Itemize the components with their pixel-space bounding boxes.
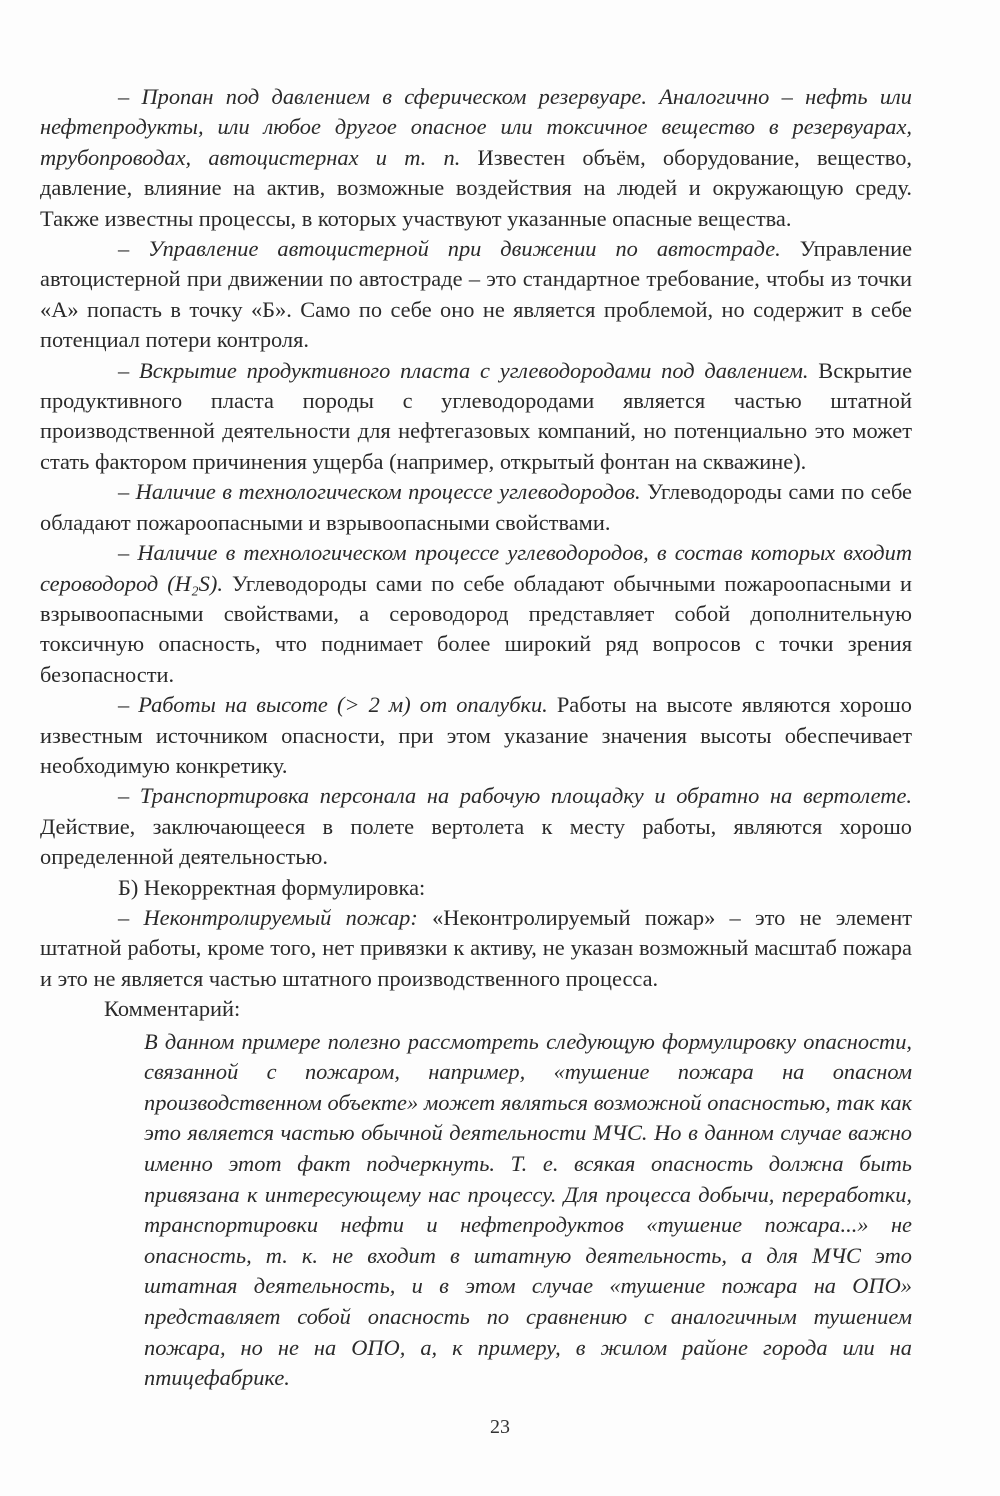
paragraph-lead: – Вскрытие продуктивного пласта с углеводородами под давлением.	[118, 357, 809, 383]
section-b-heading: Б) Некорректная формулировка:	[118, 874, 426, 900]
body-text	[40, 82, 912, 1394]
paragraph-tanker	[40, 234, 912, 356]
paragraph-lead: – Работы на высоте (> 2 м) от опалубки.	[118, 692, 548, 718]
paragraph-body: Работы на высоте являются хорошо известным источником опасности, при этом указание значения высоты обеспечивает необходимую конкретику.	[40, 692, 912, 778]
comment-text: В данном примере полезно рассмотреть следующую формулировку опасности, связанной с пожаром, например, «тушение пожара на опасном производственном объекте» может являться возможной опасностью, так как это является частью обычной деятельности МЧС. Но в данном случае важно именно этот факт подчеркнуть. Т. е. всякая опасность должна быть привязана к интересующему нас процессу. Для процесса добычи, переработки, транспортировки нефти и нефтепродуктов «тушение пожара...» не опасность, т. к. не входит в штатную деятельность, а для МЧС это штатная деятельность, и в этом случае «тушение пожара на ОПО» представляет собой опасность по сравнению с аналогичным тушением пожара, но не на ОПО, а, к примеру, в жилом районе города или на птицефабрике.	[144, 1028, 912, 1391]
paragraph-lead: – Транспортировка персонала на рабочую площадку и обратно на вертолете.	[118, 783, 912, 809]
comment-label: Комментарий:	[104, 996, 241, 1022]
paragraph-uncontrolled-fire	[40, 903, 912, 994]
paragraph-body: Углеводороды сами по себе обладают пожароопасными и взрывоопасными свойствами.	[40, 479, 912, 535]
paragraph-h2s	[40, 538, 912, 690]
paragraph-body: Управление автоцистерной при движении по автостраде – это стандартное требование, чтобы из точки «А» попасть в точку «Б». Само по себе оно не является проблемой, но содержит в себе потенциал потери контроля.	[40, 236, 913, 353]
paragraph-body: Известен объём, оборудование, вещество, давление, влияние на актив, возможные воздействия на людей и окружающую среду. Также известны процессы, в которых участвуют указанные опасные вещества.	[40, 144, 912, 231]
page-number: 23	[490, 1416, 510, 1438]
paragraph-helicopter	[40, 781, 912, 872]
paragraph-lead: – Наличие в технологическом процессе углеводородов, в состав которых входит сероводород (H₂S).	[40, 540, 912, 596]
paragraph-lead: – Наличие в технологическом процессе углеводородов.	[118, 479, 641, 505]
paragraph-hydrocarbons	[40, 477, 912, 538]
paragraph-propane	[40, 82, 912, 234]
paragraph-body: Вскрытие продуктивного пласта породы с углеводородами является частью штатной производственной деятельности для нефтегазовых компаний, но потенциально это может стать фактором причинения ущерба (например, открытый фонтан на скважине).	[40, 357, 913, 474]
paragraph-reservoir	[40, 356, 912, 478]
paragraph-lead: – Пропан под давлением в сферическом резервуаре. Аналогично – нефть или нефтепродукты, или любое другое опасное или токсичное вещество в резервуарах, трубопроводах, автоцистернах и т. п.	[40, 84, 912, 170]
paragraph-body: Действие, заключающееся в полете вертолета к месту работы, являются хорошо определенной деятельностью.	[40, 813, 912, 870]
paragraph-body: Углеводороды сами по себе обладают обычными пожароопасными и взрывоопасными свойствами, а сероводород представляет собой дополнительную токсичную опасность, что поднимает более широкий ряд вопросов с точки зрения безопасности.	[40, 570, 912, 687]
paragraph-lead: – Управление автоцистерной при движении по автостраде.	[118, 236, 781, 262]
paragraph-lead: – Неконтролируемый пожар:	[118, 904, 418, 930]
paragraph-height-work	[40, 690, 912, 781]
paragraph-body: «Неконтролируемый пожар» – это не элемент штатной работы, кроме того, нет привязки к активу, не указан возможный масштаб пожара и это не является частью штатного производственного процесса.	[40, 904, 912, 991]
